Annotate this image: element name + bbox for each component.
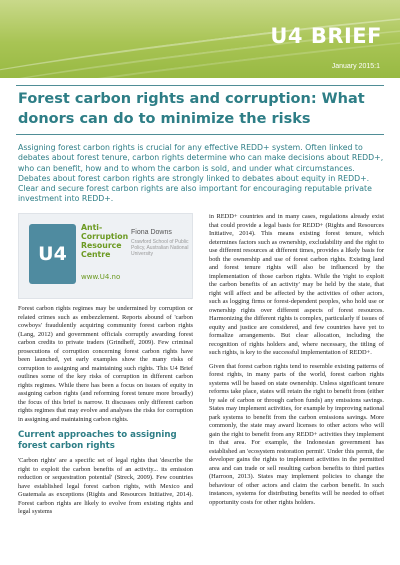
body-paragraph: Given that forest carbon rights tend to resemble existing patterns of forest rights, in many parts of the world, forest carbon rights systems will be based on state ownership. Unless significant tenure reforms take place, states will retain the right to benefit from (either by sale of carbon or through carbon funds) any emissions savings. States may implement activities, for example by improving national park systems to benefit from the carbon emissions savings. More commonly, the state may award licenses to other actors who will gain the right to benefit from any REDD+ activities they implement in that area. For example, the Indonesian government has established an 'ecosystem restoration permit'. Under this permit, the developer gains the rights to implement activities in the permitted area and can trade or sell resulting carbon benefits to third parties (Harroon, 2013). States may implement policies to change the behaviour of other actors and claim the carbon benefit. In such instances, systems for distributing benefits will be needed to offset opportunity costs for other rights holders. — [209, 362, 384, 506]
brief-brand: U4 BRIEF — [270, 24, 382, 48]
body-paragraph: Forest carbon rights regimes may be undermined by corruption or related crimes such as embezzlement. Reports abound of 'carbon cowboys' fraudulently acquiring community forest carbon rights (Lang, 2012) and government officials corruptly awarding forest carbon credits to private traders (Grindheff, 2009). Few criminal prosecutions of corruption concerning forest carbon rights have been launched, yet early examples show the many risks of corruption to assigning and maintaining such rights. This U4 Brief outlines some of the key risks of corruption in different carbon rights regimes. While there has been a focus on issues of equity in assigning carbon rights (and reforming forest tenure more broadly) the focus of this brief is narrow. It discusses only different carbon rights regimes that may evolve and analyses the risks for corruption in assigning and maintaining carbon rights. — [18, 305, 193, 423]
author-block — [131, 229, 191, 257]
section-heading: Current approaches to assigning forest carbon rights — [18, 430, 177, 451]
brief-header — [0, 0, 400, 78]
author-name: Fiona Downs — [131, 229, 172, 236]
body-paragraph: 'Carbon rights' are a specific set of legal rights that 'describe the right to exploit the carbon benefits of an activity... its emission reduction or sequestration potential' (Streck, 2009). Few countries have established legal forest carbon rights, with Mexico and Guatemala as exceptions (Rights and Resources Initiative, 2014). Forest carbon rights are likely to evolve from existing rights and legal systems — [18, 457, 193, 515]
page-title: Forest carbon rights and corruption: What donors can do to minimize the risks — [18, 91, 365, 127]
body-paragraph: in REDD+ countries and in many cases, regulations already exist that could provide a legal basis for REDD+ (Rights and Resources Initiative, 2014). This means existing forest tenure, which determines factors such as ownership, excludability and the right to use different resources at different times, provides a likely basis for both the ownership and use of forest carbon rights. Existing land and forest tenure rights will also be influenced by the implementation of those carbon rights. While the 'right to exploit the carbon benefits of an activity' may be held by the state, that right will affect and be affected by the activities of other actors, such as logging firms or forest-dependent peoples, who hold use or ownership rights over different aspects of forest resources. Harmonizing the different rights is complex, particularly if issues of equity and justice are considered, and few countries have yet to formalize arrangements. But clear allocation, including the recognition of rights holders and, where necessary, the titling of such rights, is key to the successful implementation of REDD+. — [209, 213, 384, 356]
title-rule-bottom — [16, 134, 384, 135]
logo-line: Centre — [81, 250, 111, 259]
right-column — [209, 213, 384, 512]
u4-logo-text — [81, 223, 128, 259]
u4-logo-mark: U4 — [29, 224, 76, 284]
logo-line: Resource — [81, 241, 122, 250]
u4-logo-box — [18, 213, 193, 299]
left-column — [18, 213, 193, 522]
logo-line: Anti- — [81, 223, 103, 232]
u4-url: www.U4.no — [81, 273, 121, 281]
logo-line: Corruption — [81, 232, 129, 241]
title-rule-top — [16, 85, 384, 86]
brief-date: January 2015:1 — [331, 63, 380, 70]
author-affiliation: Crawford School of Public Policy, Australian National University — [131, 238, 189, 257]
intro-paragraph: Assigning forest carbon rights is crucial for any effective REDD+ system. Often linked to debates about forest tenure, carbon rights determine who can make decisions about REDD+, who can benefit, how and to whom the carbon is sold, and under what circumstances. Debates about forest carbon rights are strongly linked to debates about equity in REDD+. Clear and secure forest carbon rights are also important for encouraging reputable private investment into REDD+. — [18, 143, 384, 204]
